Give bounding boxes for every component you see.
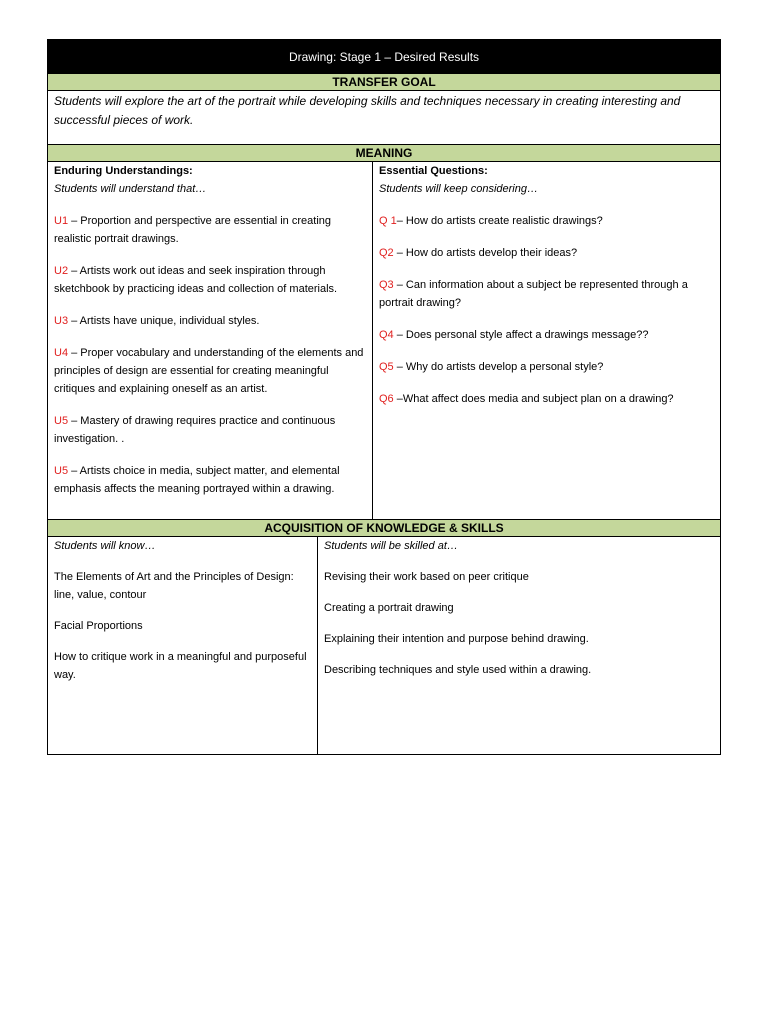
understanding-item-text: – Artists work out ideas and seek inspiration through sketchbook by practicing ideas and collection of materials. [54,265,338,295]
question-item-text: – Does personal style affect a drawings message?? [393,329,649,341]
understanding-item-text: – Proportion and perspective are essential in creating realistic portrait drawings. [54,215,331,245]
understanding-item-code: U3 [54,315,69,327]
transfer-goal-heading: TRANSFER GOAL [48,73,720,91]
desired-results-table [47,39,721,755]
skill-item: Creating a portrait drawing [324,602,454,614]
students-will-know-cell [48,537,318,754]
understanding-item [54,412,366,448]
know-item: Facial Proportions [54,620,143,632]
understandings-heading: Enduring Understandings: [54,165,193,177]
question-item [379,358,714,376]
question-item [379,244,714,262]
understanding-item [54,344,366,398]
understanding-item-code: U5 [54,465,69,477]
understanding-item-text: – Artists choice in media, subject matter, and elemental emphasis affects the meaning portrayed within a drawing. [54,465,340,495]
acquisition-heading: ACQUISITION OF KNOWLEDGE & SKILLS [48,519,720,537]
skilled-list [324,568,714,679]
understanding-item-text: – Proper vocabulary and understanding of the elements and principles of design are essential for creating meaningful critiques and explaining oneself as an artist. [54,347,364,395]
question-item [379,276,714,312]
question-item-text: – How do artists develop their ideas? [393,247,578,259]
question-item [379,326,714,344]
question-item-code: Q 1 [379,215,397,227]
enduring-understandings-cell [48,162,373,519]
understandings-list [54,212,366,498]
understanding-item-code: U2 [54,265,69,277]
skill-item: Revising their work based on peer critique [324,571,529,583]
know-item: How to critique work in a meaningful and purposeful way. [54,651,307,681]
meaning-section [48,162,720,519]
acquisition-section [48,537,720,754]
know-item: The Elements of Art and the Principles of Design: line, value, contour [54,571,294,601]
question-item-code: Q5 [379,361,394,373]
skill-item: Describing techniques and style used within a drawing. [324,664,592,676]
question-item-text: – Can information about a subject be represented through a portrait drawing? [379,279,688,309]
question-item [379,212,714,230]
document-title: Drawing: Stage 1 – Desired Results [48,40,720,73]
question-item-code: Q3 [379,279,394,291]
understanding-item [54,312,366,330]
understanding-item-code: U4 [54,347,69,359]
understanding-item [54,262,366,298]
understanding-item [54,212,366,248]
meaning-heading: MEANING [48,144,720,162]
question-item-code: Q6 [379,393,394,405]
essential-questions-cell [373,162,720,519]
question-item-text: –What affect does media and subject plan on a drawing? [393,393,674,405]
know-subheading: Students will know… [54,540,156,552]
question-item [379,390,714,408]
understandings-subheading: Students will understand that… [54,183,207,195]
know-list [54,568,311,684]
questions-heading: Essential Questions: [379,165,488,177]
understanding-item-text: – Mastery of drawing requires practice and continuous investigation. . [54,415,336,445]
understanding-item-code: U1 [54,215,69,227]
skill-item: Explaining their intention and purpose behind drawing. [324,633,589,645]
questions-subheading: Students will keep considering… [379,183,538,195]
understanding-item-code: U5 [54,415,69,427]
question-item-text: – Why do artists develop a personal style? [393,361,604,373]
understanding-item [54,462,366,498]
question-item-text: – How do artists create realistic drawings? [396,215,603,227]
question-item-code: Q2 [379,247,394,259]
skilled-subheading: Students will be skilled at… [324,540,458,552]
questions-list [379,212,714,408]
students-skilled-cell [318,537,720,754]
transfer-goal-text: Students will explore the art of the portrait while developing skills and techniques necessary in creating interesting and successful pieces of work. [54,94,681,127]
understanding-item-text: – Artists have unique, individual styles. [68,315,260,327]
question-item-code: Q4 [379,329,394,341]
